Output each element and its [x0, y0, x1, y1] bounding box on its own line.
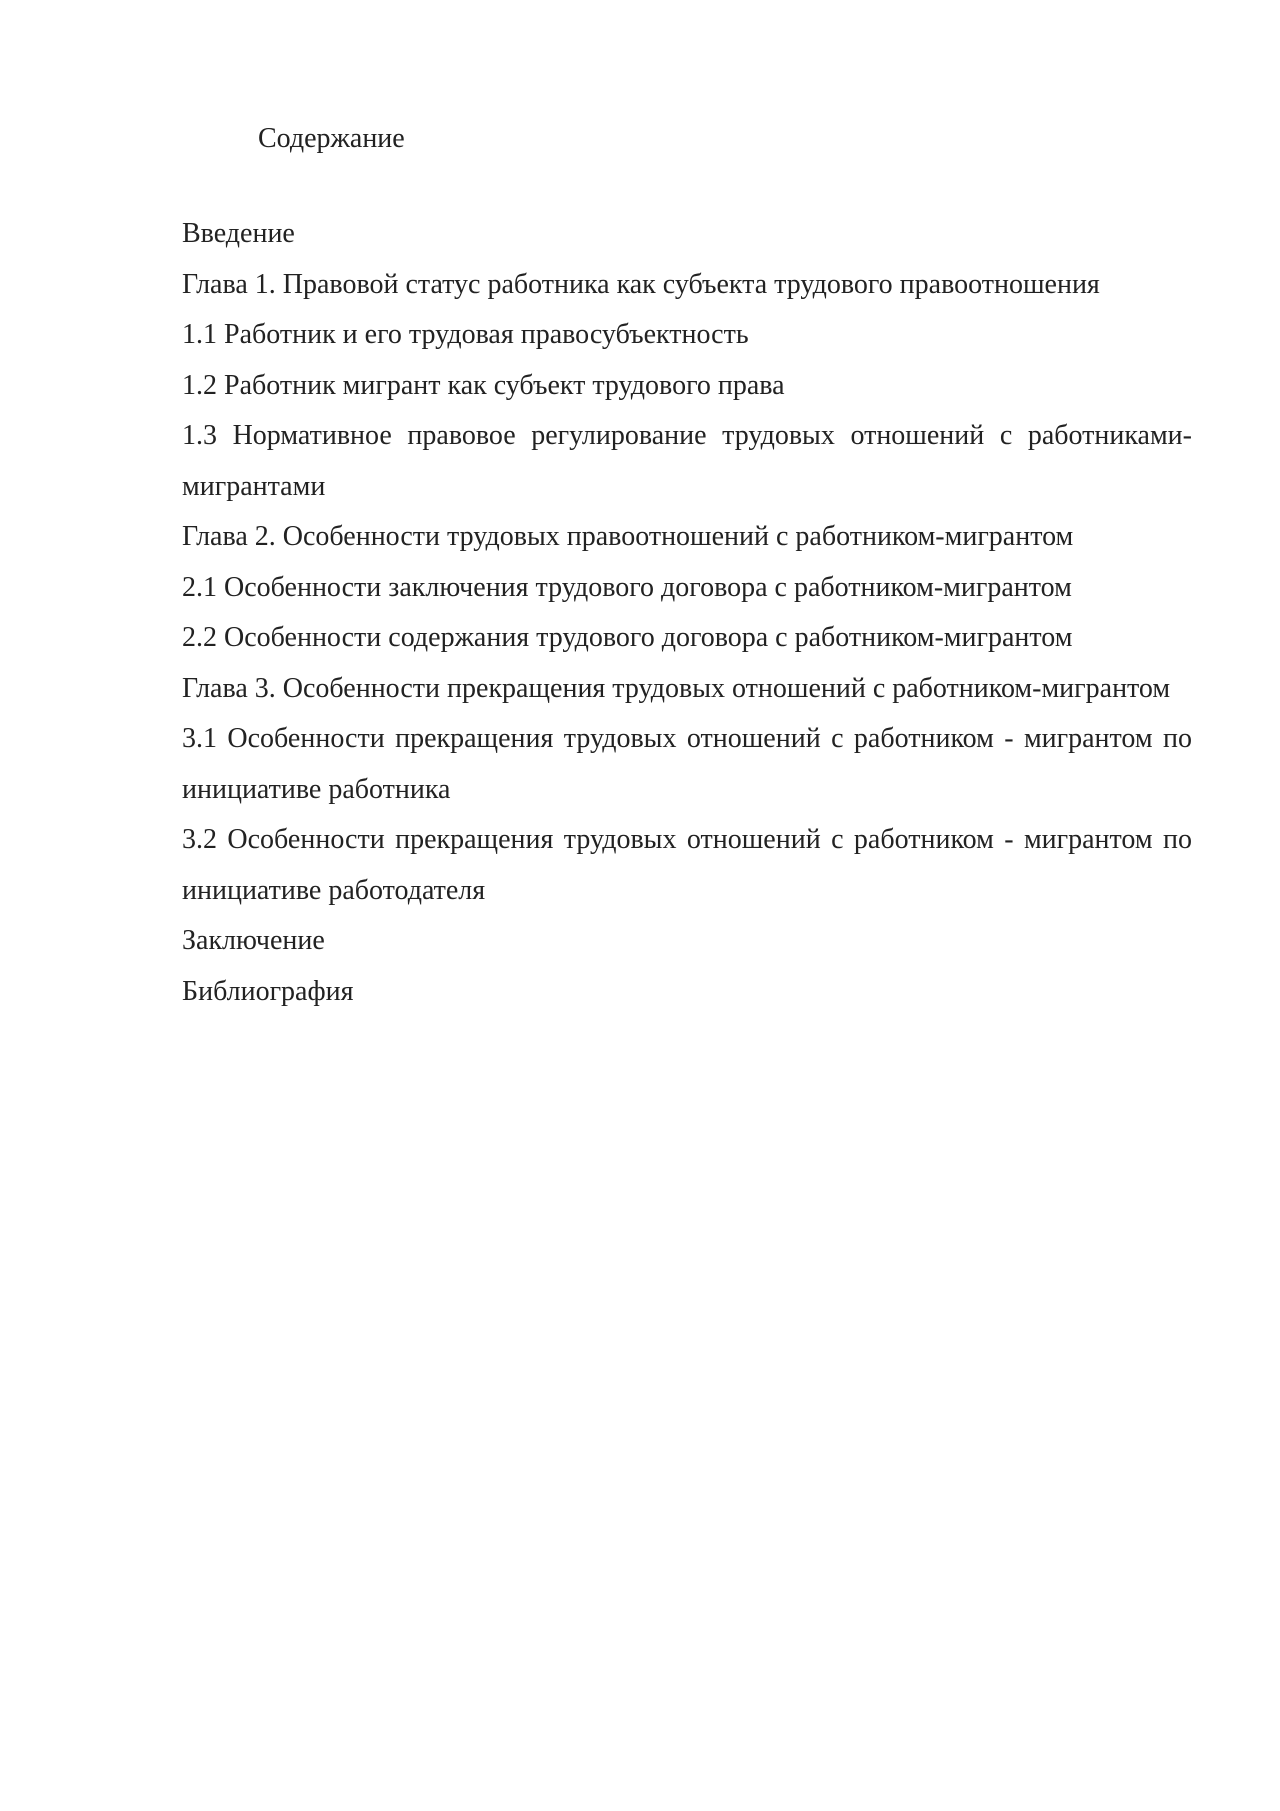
page-title: Содержание	[258, 123, 405, 154]
toc-entry-chapter-1: Глава 1. Правовой статус работника как субъекта трудового правоотношения	[182, 268, 1100, 300]
toc-entry-section-1-2: 1.2 Работник мигрант как субъект трудового права	[182, 369, 785, 401]
toc-entry-section-1-3: 1.3 Нормативное правовое регулирование трудовых отношений с работниками-мигрантами	[182, 420, 1192, 502]
toc-entry-section-3-1: 3.1 Особенности прекращения трудовых отношений с работником - мигрантом по инициативе работника	[182, 723, 1192, 805]
toc-entry-section-2-2: 2.2 Особенности содержания трудового договора с работником-мигрантом	[182, 622, 1073, 653]
table-of-contents	[182, 209, 1192, 1017]
toc-entry-chapter-3: Глава 3. Особенности прекращения трудовых отношений с работником-мигрантом	[182, 672, 1171, 704]
toc-entry-section-3-2: 3.2 Особенности прекращения трудовых отношений с работником - мигрантом по инициативе работодателя	[182, 824, 1192, 906]
toc-entry-chapter-2: Глава 2. Особенности трудовых правоотношений с работником-мигрантом	[182, 521, 1074, 552]
toc-entry-section-2-1: 2.1 Особенности заключения трудового договора с работником-мигрантом	[182, 571, 1072, 603]
toc-entry-introduction: Введение	[182, 218, 295, 249]
toc-entry-conclusion: Заключение	[182, 925, 325, 956]
toc-entry-bibliography: Библиография	[182, 975, 354, 1007]
toc-entry-section-1-1: 1.1 Работник и его трудовая правосубъектность	[182, 319, 749, 350]
